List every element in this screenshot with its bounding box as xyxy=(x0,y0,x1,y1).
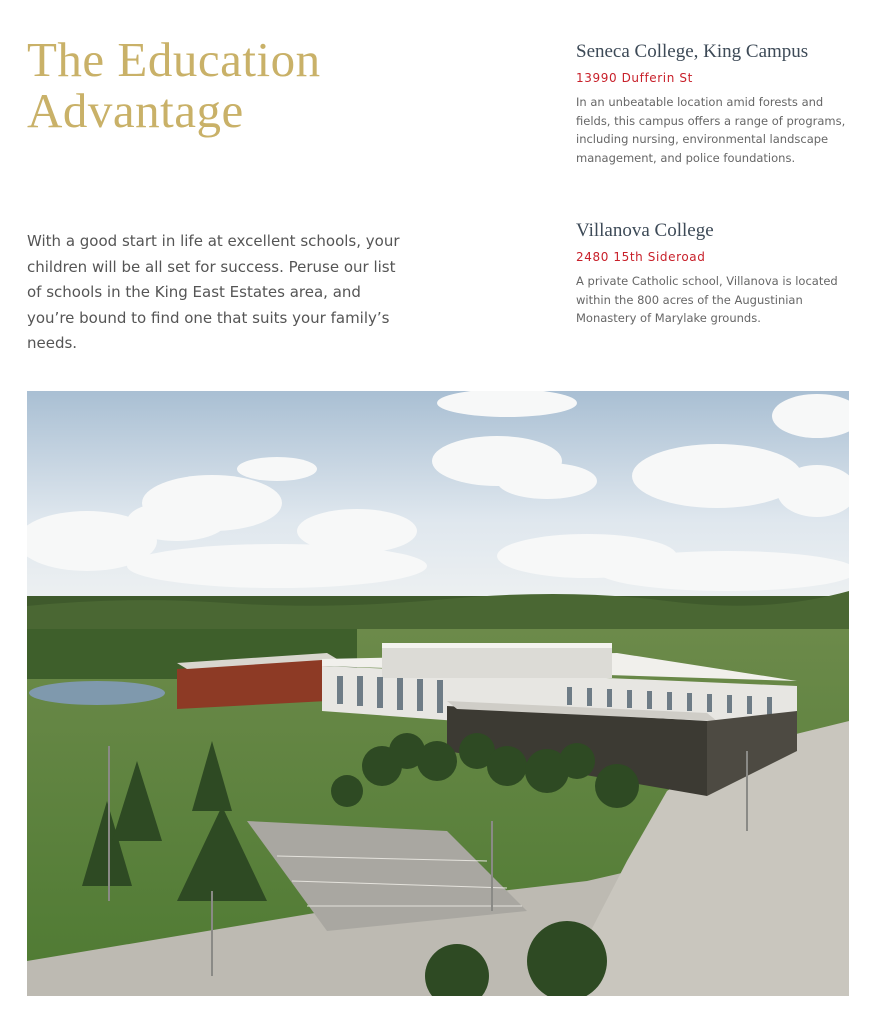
school-name: Seneca College, King Campus xyxy=(576,41,809,62)
page-title xyxy=(27,34,387,136)
school-entry-villanova xyxy=(576,219,861,328)
campus-aerial-illustration xyxy=(27,391,849,996)
school-entry-seneca xyxy=(576,40,861,167)
pond xyxy=(29,681,165,705)
page-title-line-2: Advantage xyxy=(27,83,244,138)
campus-aerial-photo xyxy=(27,391,849,996)
school-name: Villanova College xyxy=(576,220,714,241)
page-title-line-1: The Education xyxy=(27,32,321,87)
building-tower xyxy=(382,643,612,678)
school-description: A private Catholic school, Villanova is located within the 800 acres of the Augustinian Monastery of Marylake grounds. xyxy=(576,274,838,325)
school-description: In an unbeatable location amid forests and fields, this campus offers a range of programs, including nursing, environmental landscape management, and police foundations. xyxy=(576,95,846,165)
school-address: 2480 15th Sideroad xyxy=(576,250,706,264)
school-address: 13990 Dufferin St xyxy=(576,71,693,85)
intro-paragraph: With a good start in life at excellent schools, your children will be all set for success. Peruse our list of schools in the King East Estates area, and you’re bound to find one that suits your family’s needs. xyxy=(27,232,400,352)
